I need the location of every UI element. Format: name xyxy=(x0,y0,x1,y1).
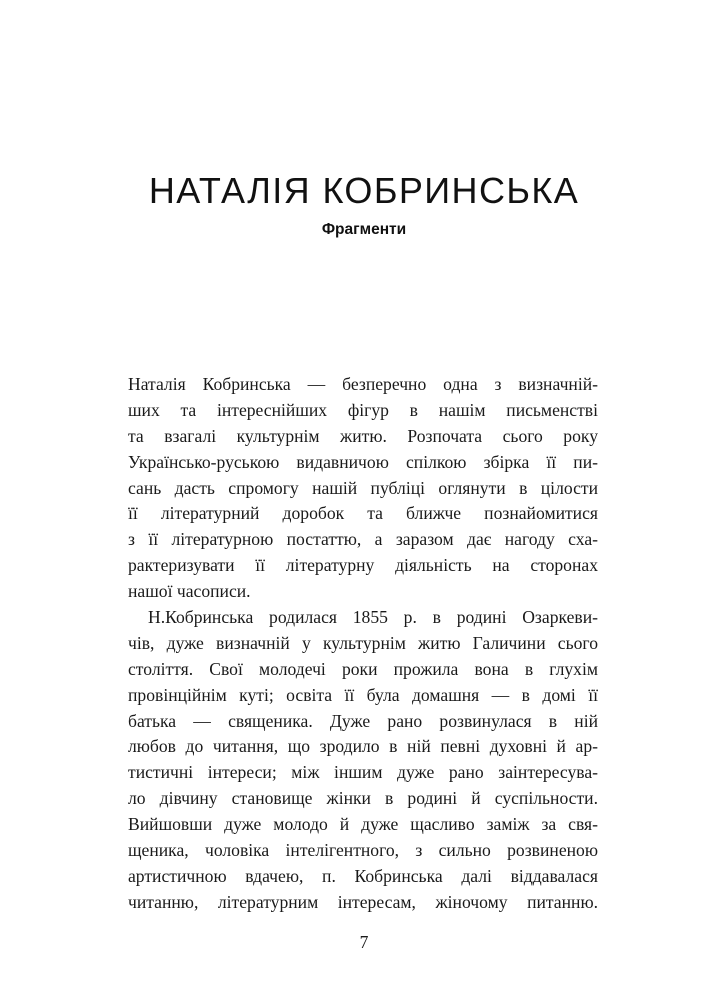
page-number: 7 xyxy=(359,932,369,952)
text-line: тистичні інтереси; між іншим дуже рано заінтересува- xyxy=(128,762,598,783)
chapter-title: НАТАЛІЯ КОБРИНСЬКА xyxy=(148,170,580,211)
text-line: читанню, літературним інтересам, жіночому питанню. xyxy=(128,891,598,912)
text-line: провінційнім куті; освіта її була домашня — в домі її xyxy=(128,684,598,705)
text-line: любов до читання, що зродило в ній певні духовні й ар- xyxy=(128,736,598,757)
text-line: Н.Кобринська родилася 1855 р. в родині Озаркеви- xyxy=(148,607,598,628)
text-line: з її літературною постаттю, а заразом дає нагоду сха- xyxy=(128,529,598,550)
body-text xyxy=(128,372,598,916)
text-line: нашої часописи. xyxy=(128,581,251,602)
text-line: ло дівчину становище жінки в родині й суспільности. xyxy=(128,788,598,809)
text-line: артистичною вдачею, п. Кобринська далі віддавалася xyxy=(128,865,598,886)
chapter-subtitle: Фрагменти xyxy=(321,221,407,238)
text-line: сань дасть спромогу нашій публіці оглянути в цілости xyxy=(128,477,598,498)
paragraph-1 xyxy=(128,372,598,605)
text-line: щеника, чоловіка інтелігентного, з сильно розвиненою xyxy=(128,840,598,861)
text-line: ших та інтереснійших фігур в нашім письменстві xyxy=(128,399,598,420)
text-line: чів, дуже визначній у культурнім житю Галичини сього xyxy=(128,632,598,653)
text-line: Українсько-руською видавничою спілкою збірка її пи- xyxy=(128,451,598,472)
paragraph-2 xyxy=(128,605,598,916)
text-line: Вийшовши дуже молодо й дуже щасливо заміж за свя- xyxy=(128,814,598,835)
text-line: батька — священика. Дуже рано розвинулася в ній xyxy=(128,710,598,731)
text-line: її літературний доробок та ближче познайомитися xyxy=(128,503,598,524)
text-line: рактеризувати її літературну діяльність на сторонах xyxy=(128,555,598,576)
text-line: Наталія Кобринська — безперечно одна з визначній- xyxy=(128,374,598,394)
text-line: століття. Свої молодечі роки прожила вона в глухім xyxy=(128,658,598,679)
text-line: та взагалі культурнім житю. Розпочата сього року xyxy=(128,425,598,446)
